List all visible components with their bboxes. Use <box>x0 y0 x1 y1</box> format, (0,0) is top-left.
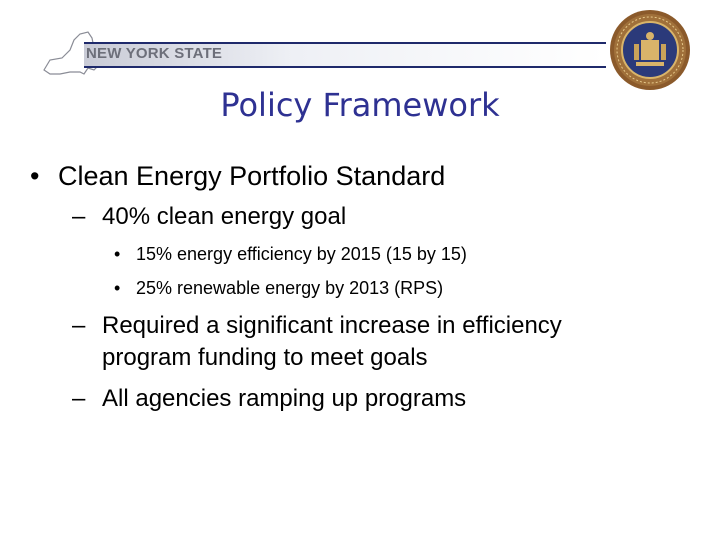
bullet-dot-icon: • <box>30 161 40 191</box>
outline-text: 15% energy efficiency by 2015 (15 by 15) <box>136 244 467 264</box>
bullet-dot-icon: • <box>114 278 121 298</box>
outline-item-level1 <box>30 160 446 192</box>
bullet-dash-icon: – <box>72 203 86 230</box>
outline-text: Required a significant increase in efficiency <box>102 312 562 339</box>
bullet-dash-icon: – <box>72 312 86 339</box>
outline-item-level2-continuation <box>102 343 428 373</box>
outline-item-level3 <box>114 277 444 299</box>
state-seal-icon <box>608 8 692 92</box>
outline-text: Clean Energy Portfolio Standard <box>58 161 446 191</box>
outline-text: program funding to meet goals <box>102 344 428 371</box>
bullet-dot-icon: • <box>114 244 121 264</box>
outline-text: All agencies ramping up programs <box>102 385 467 412</box>
bullet-dash-icon: – <box>72 385 86 412</box>
banner-text: NEW YORK STATE <box>86 45 223 62</box>
outline-item-level2 <box>72 311 562 341</box>
outline-item-level2 <box>72 384 467 414</box>
outline-text: 25% renewable energy by 2013 (RPS) <box>136 278 444 298</box>
slide-title: Policy Framework <box>220 86 500 124</box>
outline-item-level3 <box>114 243 467 265</box>
outline-item-level2 <box>72 202 347 232</box>
header-banner <box>0 0 720 90</box>
outline-text: 40% clean energy goal <box>102 203 347 230</box>
